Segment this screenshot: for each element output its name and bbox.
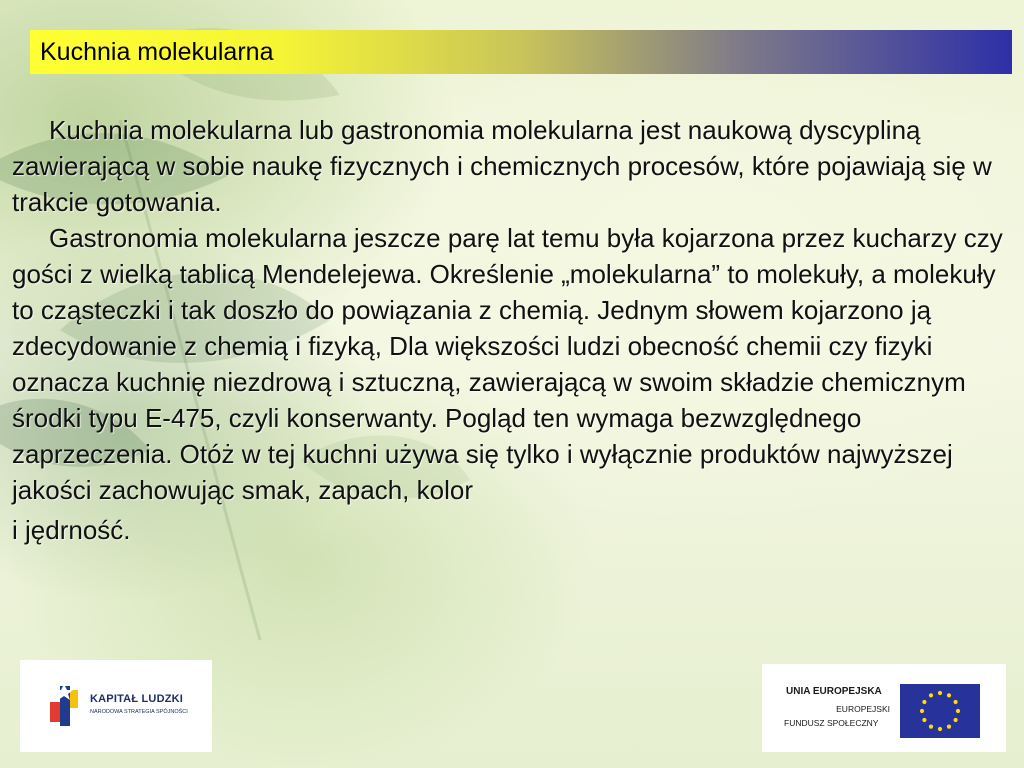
kapital-ludzki-name: KAPITAŁ LUDZKI xyxy=(90,693,184,705)
kapital-ludzki-subtitle: NARODOWA STRATEGIA SPÓJNOŚCI xyxy=(90,709,188,715)
eu-logo-line3: FUNDUSZ SPOŁECZNY xyxy=(784,718,879,728)
kapital-ludzki-mark-icon xyxy=(46,684,86,728)
kapital-ludzki-logo xyxy=(20,660,212,752)
paragraph-1: Kuchnia molekularna lub gastronomia molekularna jest naukową dyscypliną zawierającą w sobie naukę fizycznych i chemicznych procesów, które pojawiają się w trakcie gotowania. xyxy=(12,115,992,217)
paragraph-2: Gastronomia molekularna jeszcze parę lat temu była kojarzona przez kucharzy czy gości z wielką tablicą Mendelejewa. Określenie „molekularna” to molekuły, a molekuły to cząsteczki i tak doszło do powiązania z chemią. Jednym słowem kojarzono ją zdecydowanie z chemią i fizyką, Dla większości ludzi obecność chemii czy fizyki oznacza kuchnię niezdrową i sztuczną, zawierającą w swoim składzie chemicznym środki typu E-475, czyli konserwanty. Pogląd ten wymaga bezwzględnego zaprzeczenia. Otóż w tej kuchni używa się tylko i wyłącznie produktów najwyższej jakości zachowując smak, zapach, kolor xyxy=(12,223,1003,505)
eu-logo-line2: EUROPEJSKI xyxy=(836,704,890,714)
eu-flag-icon xyxy=(900,684,980,738)
slide-title-bar xyxy=(30,30,1012,74)
eu-logo-line1: UNIA EUROPEJSKA xyxy=(786,686,882,697)
slide-title: Kuchnia molekularna xyxy=(40,37,274,66)
paragraph-2-end: i jędrność. xyxy=(12,515,131,545)
slide-body xyxy=(12,112,1008,548)
eu-efs-logo xyxy=(762,664,1006,752)
